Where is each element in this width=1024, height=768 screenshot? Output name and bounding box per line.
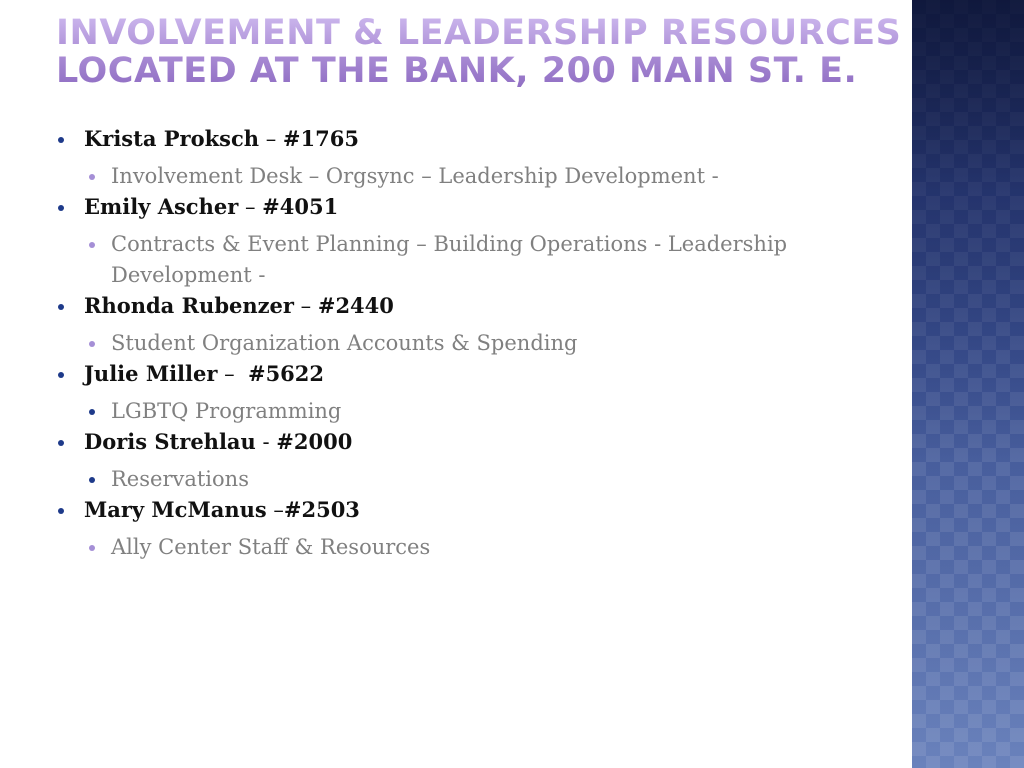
- contact-person: [56, 359, 856, 389]
- contact-details: [56, 532, 856, 563]
- contact-name: Doris Strehlau: [84, 429, 256, 454]
- sub-bullet-icon: [89, 409, 95, 415]
- contact-details-text: Reservations: [111, 467, 249, 491]
- contact-details-text: Ally Center Staff & Resources: [111, 535, 431, 559]
- contact-person: [56, 124, 856, 154]
- sub-bullet-icon: [89, 545, 95, 551]
- contact-details: [56, 464, 856, 495]
- bullet-icon: [58, 304, 64, 310]
- contact-separator: –: [266, 498, 284, 522]
- contact-entry-julie-miller: [56, 359, 856, 427]
- contact-person: [56, 291, 856, 321]
- contact-extension: #2000: [276, 429, 353, 454]
- contact-details-text: LGBTQ Programming: [111, 399, 342, 423]
- contact-details-text: Contracts & Event Planning – Building Operations - Leadership Development -: [111, 232, 788, 287]
- contact-extension: #2503: [283, 497, 360, 522]
- contact-name: Rhonda Rubenzer: [84, 293, 294, 318]
- contact-separator: –: [259, 127, 283, 151]
- contact-person: [56, 427, 856, 457]
- contact-extension: #1765: [282, 126, 359, 151]
- bullet-icon: [58, 372, 64, 378]
- contact-separator: –: [238, 195, 263, 219]
- sub-bullet-icon: [89, 477, 95, 483]
- sub-bullet-icon: [89, 341, 95, 347]
- contact-extension: #5622: [247, 361, 325, 386]
- contact-extension: #2440: [317, 293, 394, 318]
- slide-title-line-2: LOCATED AT THE BANK, 200 MAIN ST. E.: [56, 51, 858, 91]
- contact-entry-mary-mcmanus: [56, 495, 856, 563]
- contact-details-text: Involvement Desk – Orgsync – Leadership Development -: [111, 164, 719, 188]
- contact-entry-doris-strehlau: [56, 427, 856, 495]
- slide-title: [56, 14, 906, 90]
- bullet-icon: [58, 137, 64, 143]
- contact-person: [56, 495, 856, 525]
- contact-list: [56, 124, 856, 563]
- sub-bullet-icon: [89, 174, 95, 180]
- contact-name: Emily Ascher: [84, 194, 239, 219]
- contact-details: [56, 161, 856, 192]
- contact-details: [56, 229, 856, 291]
- decorative-side-panel: [912, 0, 1024, 768]
- contact-separator: –: [217, 362, 248, 386]
- contact-name: Mary McManus: [84, 497, 267, 522]
- slide-title-line-1: INVOLVEMENT & LEADERSHIP RESOURCES: [56, 13, 902, 53]
- contact-details: [56, 396, 856, 427]
- contact-name: Krista Proksch: [84, 126, 260, 151]
- contact-separator: -: [255, 430, 277, 454]
- bullet-icon: [58, 205, 64, 211]
- contact-separator: –: [293, 294, 318, 318]
- contact-details: [56, 328, 856, 359]
- contact-extension: #4051: [262, 194, 339, 219]
- contact-entry-rhonda-rubenzer: [56, 291, 856, 359]
- bullet-icon: [58, 508, 64, 514]
- contact-entry-krista-proksch: [56, 124, 856, 192]
- bullet-icon: [58, 440, 64, 446]
- contact-entry-emily-ascher: [56, 192, 856, 291]
- contact-person: [56, 192, 856, 222]
- sub-bullet-icon: [89, 242, 95, 248]
- contact-details-text: Student Organization Accounts & Spending: [111, 331, 578, 355]
- contact-name: Julie Miller: [84, 361, 218, 386]
